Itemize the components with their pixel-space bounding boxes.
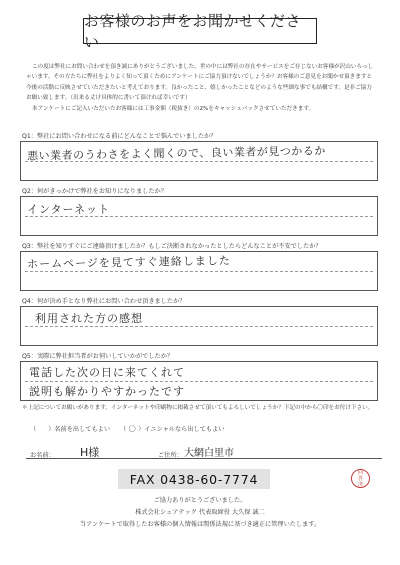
question-5-label: Q5：実際に弊社担当者がお伺いしていかがでしたか？ <box>22 353 174 360</box>
option-name-ok-label: 名前を出してもよい <box>54 426 111 433</box>
question-2-answer: インターネット <box>27 203 111 216</box>
question-5-answer-line-1: 電話した次の日に来てくれて <box>29 366 185 379</box>
question-3-answer: ホームページを見てすぐ連絡しました <box>26 254 231 271</box>
answer-rule <box>25 326 373 327</box>
publication-note: ＊上記についてお願いがあります。インターネットや印刷物に掲載させて頂いてもよろしいでしょうか？下記の中から〇印をお付け下さい。 <box>22 405 374 411</box>
question-4-answer-box[interactable] <box>20 306 378 346</box>
question-4-label: Q4：何が決め手となり弊社にお問い合わせ頂きましたか？ <box>22 298 186 305</box>
company-text: 株式会社シェアテック 代表取締役 大久保 誠二 <box>135 509 265 516</box>
question-3-answer-box[interactable] <box>20 251 378 291</box>
question-1-label: Q1：弊社にお問い合わせになる前にどんなことで悩んでいましたか？ <box>22 133 217 140</box>
fax-number: FAX 0438-60-7774 <box>118 469 270 489</box>
question-2-label: Q2：何がきっかけで弊社をお知りになりましたか？ <box>22 188 167 195</box>
thanks-text: ご協力ありがとうございました。 <box>153 497 247 504</box>
question-1-answer: 悪い業者のうわさをよく聞くので、良い業者が見つかるか <box>26 144 326 163</box>
intro-paragraph: この度は弊社にお問い合わせを頂き誠にありがとうございました。世の中には弊社の存在やサービスをご存じないお客様が沢山いらっしゃいます。その方たちに弊社をよりよく知って頂くためにアンケートにご協力頂けないでしょうか？お客様のご意見をお聞かせ頂きますと今後の活動に反映させていただきたいと考えております。良かったこと、嬉しかったことなどのような些細な事でも結構です。是非ご協力お願い致します。（出来る丈け具体的に書いて頂ければ幸いです） <box>26 64 374 101</box>
option-initial-ok[interactable]: （ 〇 ）イニシャルなら出してもよい <box>120 425 225 433</box>
answered-stamp <box>351 469 370 488</box>
question-2-answer-box[interactable] <box>20 196 378 236</box>
name-label: お名前： <box>30 452 55 459</box>
option-name-ok[interactable]: （ ）名前を出してもよい <box>30 426 111 433</box>
name-address-underline <box>26 458 382 459</box>
option-initial-ok-label: イニシャルなら出してもよい <box>144 426 225 433</box>
form-title: お客様のお声をお聞かせください <box>83 18 317 44</box>
question-5-answer-line-2: 説明も解かりやすかったです <box>29 385 185 398</box>
customer-name: H様 <box>80 446 100 459</box>
address-label: ご住所： <box>158 452 183 459</box>
stamp-char: 答 <box>357 475 363 482</box>
answer-rule <box>25 271 373 272</box>
question-3-label: Q3：弊社を知りすぐにご連絡頂けましたか？もしご決断されなかったとしたらどんなことが不安でしたか？ <box>22 243 322 250</box>
intro-text <box>26 62 374 114</box>
cashback-note: 本アンケートにご記入いただいたお客様には工事金額（税抜き）の2%をキャッシュバックさせていただきます。 <box>32 106 315 113</box>
question-5-answer-box[interactable] <box>20 361 378 401</box>
stamp-char: 済 <box>357 481 363 488</box>
stamp-char: 回 <box>357 469 363 476</box>
question-1-answer-box[interactable] <box>20 141 378 181</box>
customer-address: 大網白里市 <box>184 448 234 459</box>
option-initial-ok-mark: 〇 <box>128 425 136 433</box>
privacy-text: 当アンケートで取得したお客様の個人情報は関係法規に基づき適正に管理いたします。 <box>79 521 321 528</box>
answer-rule <box>25 381 373 382</box>
question-4-answer: 利用された方の感想 <box>35 312 143 325</box>
